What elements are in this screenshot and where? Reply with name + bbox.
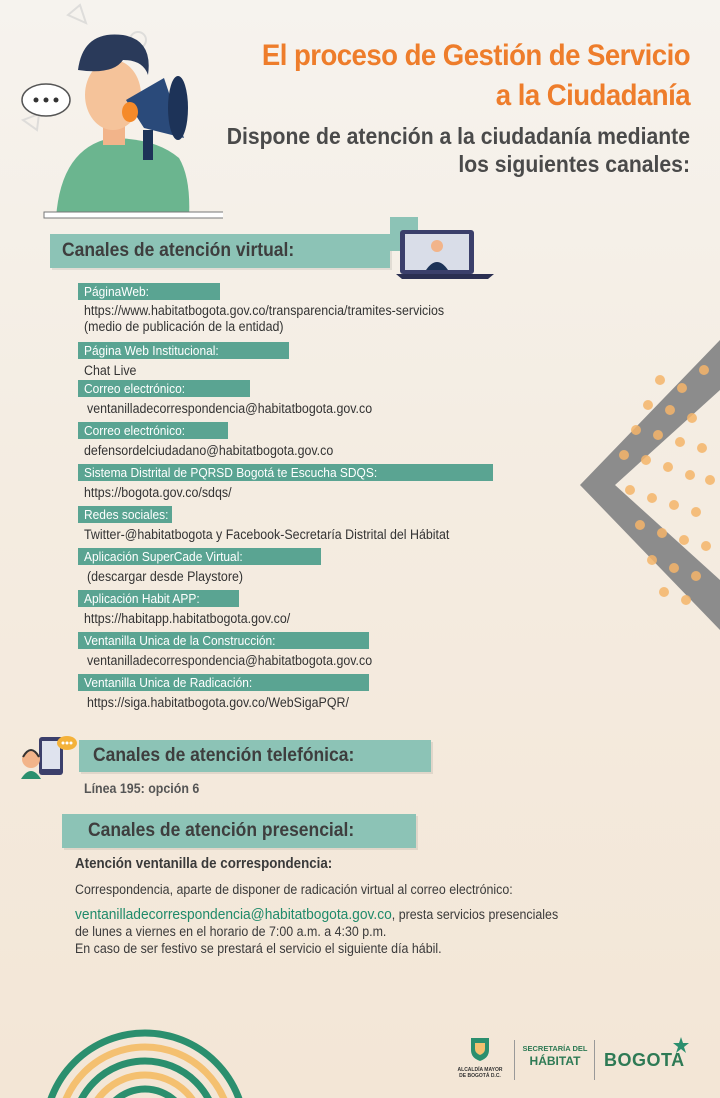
channel-value: (descargar desde Playstore) (87, 569, 244, 584)
channel-value[interactable]: defensordelciudadano@habitatbogota.gov.co (84, 443, 334, 458)
channel-item (78, 506, 618, 548)
presencial-section-heading (62, 814, 416, 848)
secretaria-logo (520, 1044, 590, 1068)
alcaldia-text-2: DE BOGOTÁ D.C. (459, 1073, 501, 1079)
channel-label: Aplicación SuperCade Virtual: (78, 548, 321, 565)
phone-support-icon (17, 733, 81, 779)
channel-item (78, 283, 618, 342)
channel-item (78, 380, 618, 422)
channel-value[interactable]: https://bogota.gov.co/sdqs/ (84, 485, 232, 500)
secretaria-text-1: SECRETARÍA DEL (522, 1044, 588, 1053)
bogota-logo: BOGOTA (604, 1050, 685, 1070)
alcaldia-logo (452, 1036, 508, 1079)
page-subtitle (175, 122, 690, 178)
channel-item (78, 422, 618, 464)
footer-logos (452, 1036, 702, 1086)
title-line-2: a la Ciudadanía (495, 79, 690, 112)
channel-label: Sistema Distrital de PQRSD Bogotá te Escucha SDQS: (78, 464, 493, 481)
logo-divider (514, 1040, 515, 1080)
presencial-holiday-note: En caso de ser festivo se prestará el servicio el siguiente día hábil. (75, 941, 442, 956)
channel-label: Ventanilla Unica de la Construcción: (78, 632, 369, 649)
channel-label: Correo electrónico: (78, 380, 250, 397)
virtual-heading-text: Canales de atención virtual: (62, 240, 295, 261)
channel-item (78, 342, 618, 380)
laptop-videocall-icon (396, 228, 496, 280)
channel-item (78, 590, 618, 632)
virtual-channels-list (78, 283, 618, 716)
virtual-section-heading (50, 234, 390, 268)
phone-section-heading (79, 740, 431, 772)
subtitle-line-1: Dispone de atención a la ciudadanía mediante (226, 123, 690, 149)
channel-value[interactable]: https://siga.habitatbogota.gov.co/WebSigaPQR/ (87, 695, 349, 710)
phone-heading-text: Canales de atención telefónica: (93, 745, 355, 766)
logo-divider (594, 1040, 595, 1080)
channel-value[interactable]: Chat Live (84, 363, 137, 378)
phone-line[interactable]: Línea 195: opción 6 (84, 781, 200, 796)
channel-value[interactable]: Twitter-@habitatbogota y Facebook-Secretaría Distrital del Hábitat (84, 527, 450, 542)
presencial-email-link[interactable]: ventanilladecorrespondencia@habitatbogota.gov.co (75, 906, 392, 923)
decorative-arcs (40, 1018, 250, 1098)
presencial-line1-rest: , presta servicios presenciales (391, 907, 559, 922)
channel-item (78, 632, 618, 674)
page-title (175, 36, 690, 116)
presencial-subheading: Atención ventanilla de correspondencia: (75, 856, 333, 872)
channel-value[interactable]: ventanilladecorrespondencia@habitatbogota.gov.co (87, 401, 373, 416)
presencial-heading-text: Canales de atención presencial: (88, 820, 355, 841)
channel-label: Aplicación Habit APP: (78, 590, 239, 607)
channel-value[interactable]: https://www.habitatbogota.gov.co/transparencia/tramites-servicios (84, 303, 445, 318)
channel-note: (medio de publicación de la entidad) (84, 319, 284, 334)
channel-value[interactable]: ventanilladecorrespondencia@habitatbogota.gov.co (87, 653, 373, 668)
channel-label: Página Web Institucional: (78, 342, 289, 359)
coat-of-arms-icon (469, 1036, 491, 1062)
title-line-1: El proceso de Gestión de Servicio (261, 39, 690, 72)
alcaldia-text-1: ALCALDÍA MAYOR (457, 1067, 503, 1073)
presencial-intro: Correspondencia, aparte de disponer de radicación virtual al correo electrónico: (75, 882, 513, 897)
presencial-details (75, 906, 600, 957)
channel-item (78, 674, 618, 716)
channel-label: Ventanilla Unica de Radicación: (78, 674, 369, 691)
bogota-star-icon (672, 1036, 690, 1054)
channel-label: PáginaWeb: (78, 283, 220, 300)
channel-label: Correo electrónico: (78, 422, 228, 439)
channel-label: Redes sociales: (78, 506, 172, 523)
channel-value[interactable]: https://habitapp.habitatbogota.gov.co/ (84, 611, 291, 626)
presencial-hours: de lunes a viernes en el horario de 7:00 a.m. a 4:30 p.m. (75, 924, 387, 939)
secretaria-text-2: HÁBITAT (529, 1054, 581, 1068)
subtitle-line-2: los siguientes canales: (458, 151, 690, 177)
channel-item (78, 464, 618, 506)
channel-item (78, 548, 618, 590)
